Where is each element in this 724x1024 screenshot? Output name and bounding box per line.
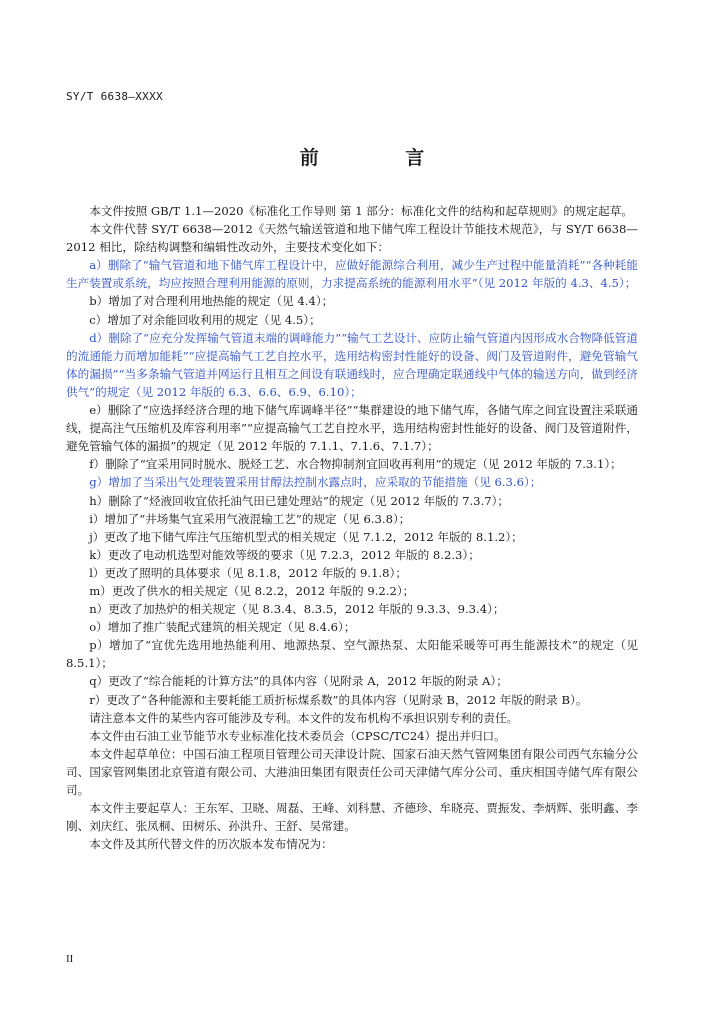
change-item-n: n）更改了加热炉的相关规定（见 8.3.4、8.3.5，2012 年版的 9.3.3、9.3.4）； — [89, 602, 505, 617]
page-number: II — [66, 953, 74, 965]
patent-notice: 请注意本文件的某些内容可能涉及专利。本文件的发布机构不承担识别专利的责任。 — [89, 710, 519, 725]
drafters: 本文件主要起草人：王东军、卫晓、周磊、王峰、刘科慧、齐德珍、牟晓亮、贾振发、李炳辉、张明鑫、李刚、刘庆红、张凤桐、田树乐、孙洪升、王舒、吴常建。 — [66, 801, 638, 834]
change-item-q: q）更改了“综合能耗的计算方法”的具体内容（见附录 A，2012 年版的附录 A）； — [89, 674, 508, 689]
change-item-b: b）增加了对合理利用地热能的规定（见 4.4）； — [89, 294, 334, 309]
change-item-f: f）删除了“宜采用同时脱水、脱烃工艺、水合物抑制剂宜回收再利用”的规定（见 2012 年版的 7.3.1）； — [89, 457, 622, 472]
change-item-j: j）更改了地下储气库注气压缩机型式的相关规定（见 7.1.2，2012 年版的 8.1.2）； — [89, 529, 523, 544]
change-item-i: i）增加了“井场集气宜采用气液混输工艺”的规定（见 6.3.8）； — [89, 511, 411, 526]
page-title: 前 言 — [299, 147, 465, 169]
paragraph-replacement: 本文件代替 SY/T 6638—2012《天然气输送管道和地下储气库工程设计节能技术规范》，与 SY/T 6638—2012 相比，除结构调整和编辑性改动外，主要技术变化如下： — [66, 222, 638, 255]
change-item-g: g）增加了当采出气处理装置采用甘醇法控制水露点时，应采取的节能措施（见 6.3.6）； — [89, 475, 542, 490]
paragraph-drafting-rule: 本文件按照 GB/T 1.1—2020《标准化工作导则 第 1 部分：标准化文件的结构和起草规则》的规定起草。 — [89, 204, 633, 218]
change-item-r: r）更改了“各种能源和主要耗能工质折标煤系数”的具体内容（见附录 B，2012 年版的附录 B）。 — [89, 692, 588, 707]
change-item-a: a）删除了“输气管道和地下储气库工程设计中，应做好能源综合利用，减少生产过程中能量消耗”“各种耗能生产装置或系统，均应按照合理利用能源的原则，力求提高系统的能源利用水平”（见 2012 年版的 4.3、4.5）； — [66, 258, 638, 291]
change-item-m: m）更改了供水的相关规定（见 8.2.2，2012 年版的 9.2.2）； — [89, 583, 415, 598]
change-item-d: d）删除了“应充分发挥输气管道末端的调峰能力”“输气工艺设计、应防止输气管道内因形成水合物降低管道的流通能力而增加能耗”“应提高输气工艺自控水平，选用结构密封性能好的设备、阀门及管道附件，避免管输气体的漏损”“当多条输气管道并网运行且相互之间设有联通线时，应合理确定联通线中气体的输送方向，做到经济供气”的规定（见 2012 年版的 6.3、6.6、6.9、6.10）； — [66, 330, 638, 399]
drafting-organizations: 本文件起草单位：中国石油工程项目管理公司天津设计院、国家石油天然气管网集团有限公司西气东输分公司、国家管网集团北京管道有限公司、大港油田集团有限责任公司天津储气库分公司、重庆相国寺储气库有限公司。 — [66, 746, 638, 797]
proposer-statement: 本文件由石油工业节能节水专业标准化技术委员会（CPSC/TC24）提出并归口。 — [89, 728, 506, 743]
change-item-o: o）增加了推广装配式建筑的相关规定（见 8.4.6）； — [89, 620, 356, 635]
change-item-c: c）增加了对余能回收利用的规定（见 4.5）； — [89, 312, 321, 327]
change-item-k: k）更改了电动机选型对能效等级的要求（见 7.2.3，2012 年版的 8.2.3）； — [89, 547, 480, 562]
change-item-l: l）更改了照明的具体要求（见 8.1.8，2012 年版的 9.1.8）； — [89, 565, 407, 580]
version-history-intro: 本文件及其所代替文件的历次版本发布情况为： — [89, 837, 333, 852]
foreword-body — [66, 202, 638, 853]
change-item-e: e）删除了“应选择经济合理的地下储气库调峰半径”“集群建设的地下储气库，各储气库之间宜设置注采联通线，提高注气压缩机及库容利用率”“应提高输气工艺自控水平，选用结构密封性能好的设备、阀门及管道附件，避免管输气体的漏损”的规定（见 2012 年版的 7.1.1、7.1.6、7.1.7）； — [66, 403, 638, 454]
standard-code: SY/T 6638—XXXX — [66, 90, 163, 103]
change-item-h: h）删除了“烃液回收宜依托油气田已建处理站”的规定（见 2012 年版的 7.3.7）； — [89, 493, 509, 508]
change-item-p: p）增加了“宜优先选用地热能利用、地源热泵、空气源热泵、太阳能采暖等可再生能源技术”的规定（见 8.5.1）； — [66, 638, 638, 671]
